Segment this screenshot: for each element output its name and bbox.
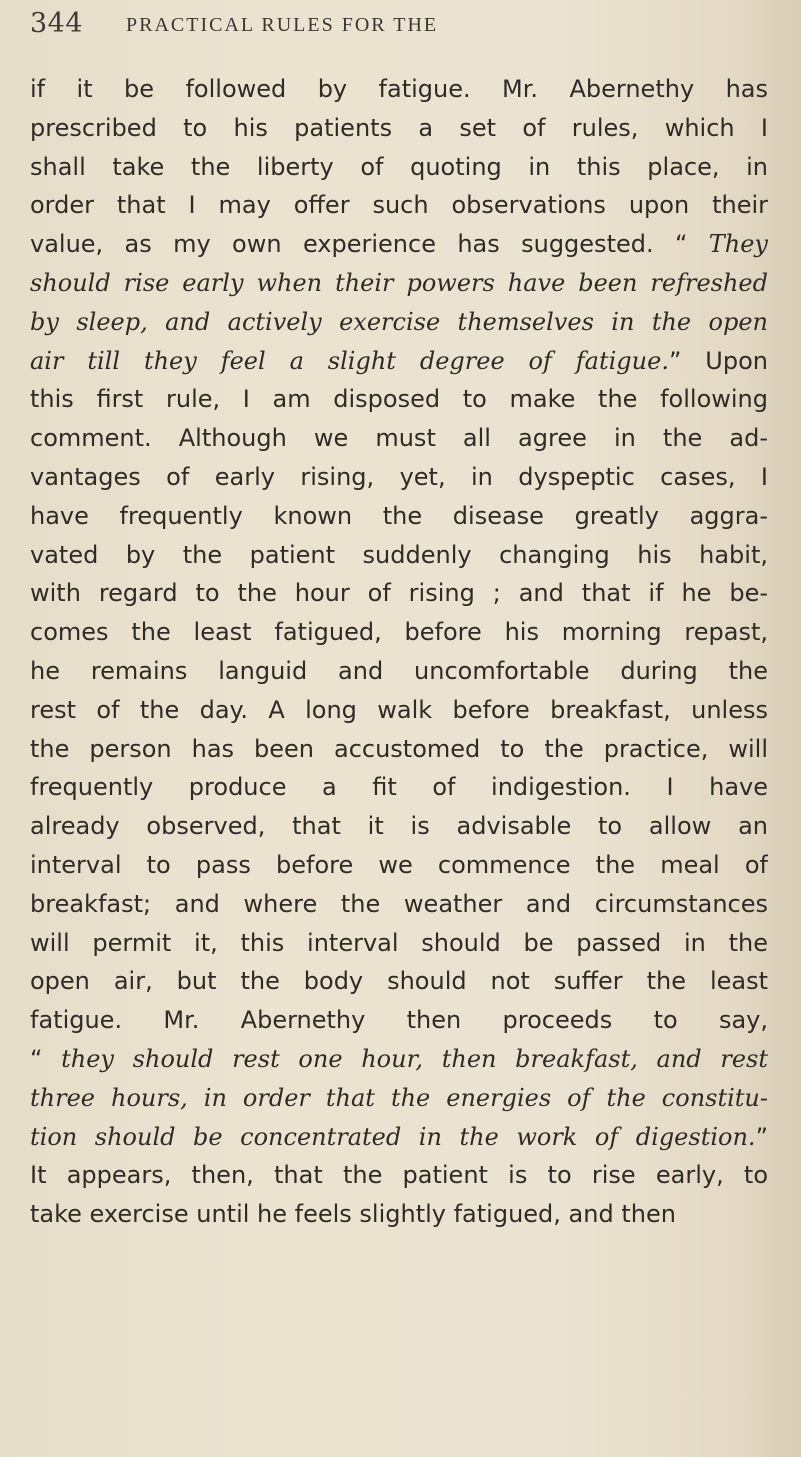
text-line — [30, 458, 768, 497]
text-line — [30, 768, 768, 807]
text-segment: shall take the liberty of quoting in this place, in — [30, 152, 768, 181]
italic-text-segment: they should rest one hour, then breakfast, and rest — [61, 1044, 768, 1073]
running-head: PRACTICAL RULES FOR THE — [126, 14, 439, 36]
page-header — [30, 8, 770, 48]
text-line — [30, 419, 768, 458]
text-segment: will permit it, this interval should be passed in the — [30, 928, 768, 957]
text-segment: if it be followed by fatigue. Mr. Abernethy has — [30, 75, 768, 103]
text-line — [30, 924, 768, 963]
text-segment: order that I may offer such observations upon their — [30, 191, 768, 220]
text-line — [30, 148, 768, 187]
body-text — [30, 70, 768, 1234]
text-line — [30, 652, 768, 691]
text-segment: take exercise until he feels slightly fatigued, and then — [30, 1200, 676, 1229]
text-line — [30, 613, 768, 652]
text-segment: fatigue. Mr. Abernethy then proceeds to say, — [30, 1006, 768, 1035]
text-line — [30, 497, 768, 536]
text-segment: ” — [755, 1122, 768, 1151]
text-segment: vantages of early rising, yet, in dyspeptic cases, I — [30, 462, 768, 491]
italic-text-segment: three hours, in order that the energies of the constitu- — [30, 1083, 768, 1112]
text-segment: prescribed to his patients a set of rules, which I — [30, 113, 768, 142]
text-line — [30, 846, 768, 885]
text-line — [30, 380, 768, 419]
text-segment: comment. Although we must all agree in the ad- — [30, 424, 768, 453]
text-line — [30, 109, 768, 148]
text-segment: vated by the patient suddenly changing his habit, — [30, 540, 768, 569]
italic-text-segment: They — [708, 230, 768, 259]
text-line — [30, 807, 768, 846]
text-line — [30, 1156, 768, 1195]
text-line — [30, 342, 768, 381]
text-line — [30, 536, 768, 575]
text-segment: frequently produce a fit of indigestion. I have — [30, 773, 768, 802]
text-line — [30, 1079, 768, 1118]
text-segment: interval to pass before we commence the meal of — [30, 850, 768, 879]
text-segment: have frequently known the disease greatly aggra- — [30, 501, 768, 530]
text-line — [30, 574, 768, 613]
text-segment: breakfast; and where the weather and circumstances — [30, 889, 768, 918]
text-segment: open air, but the body should not suffer the least — [30, 967, 768, 996]
text-line — [30, 1001, 768, 1040]
text-segment: this first rule, I am disposed to make the following — [30, 385, 768, 414]
text-segment: value, as my own experience has suggested. “ — [30, 230, 709, 259]
text-line — [30, 885, 768, 924]
text-line — [30, 186, 768, 225]
text-segment: “ — [30, 1044, 62, 1073]
text-segment: he remains languid and uncomfortable during the — [30, 656, 768, 685]
italic-text-segment: should rise early when their powers have been refreshed — [30, 268, 768, 297]
text-line — [30, 70, 768, 109]
text-segment: rest of the day. A long walk before breakfast, unless — [30, 695, 768, 724]
text-segment: It appears, then, that the patient is to rise early, to — [30, 1161, 768, 1190]
text-segment: ” Upon — [668, 346, 768, 375]
page-number: 344 — [30, 8, 84, 39]
text-segment: already observed, that it is advisable to allow an — [30, 812, 768, 841]
text-line — [30, 691, 768, 730]
text-segment: the person has been accustomed to the practice, will — [30, 734, 768, 763]
text-line — [30, 1040, 768, 1079]
text-line — [30, 303, 768, 342]
text-line — [30, 1195, 768, 1234]
text-line — [30, 264, 768, 303]
text-line — [30, 1118, 768, 1157]
text-line — [30, 225, 768, 264]
italic-text-segment: by sleep, and actively exercise themselves in the open — [30, 307, 768, 336]
italic-text-segment: tion should be concentrated in the work of digestion. — [30, 1122, 756, 1151]
text-segment: comes the least fatigued, before his morning repast, — [30, 618, 768, 647]
italic-text-segment: air till they feel a slight degree of fatigue. — [30, 346, 669, 375]
text-line — [30, 962, 768, 1001]
text-segment: with regard to the hour of rising ; and that if he be- — [30, 579, 768, 608]
text-line — [30, 730, 768, 769]
